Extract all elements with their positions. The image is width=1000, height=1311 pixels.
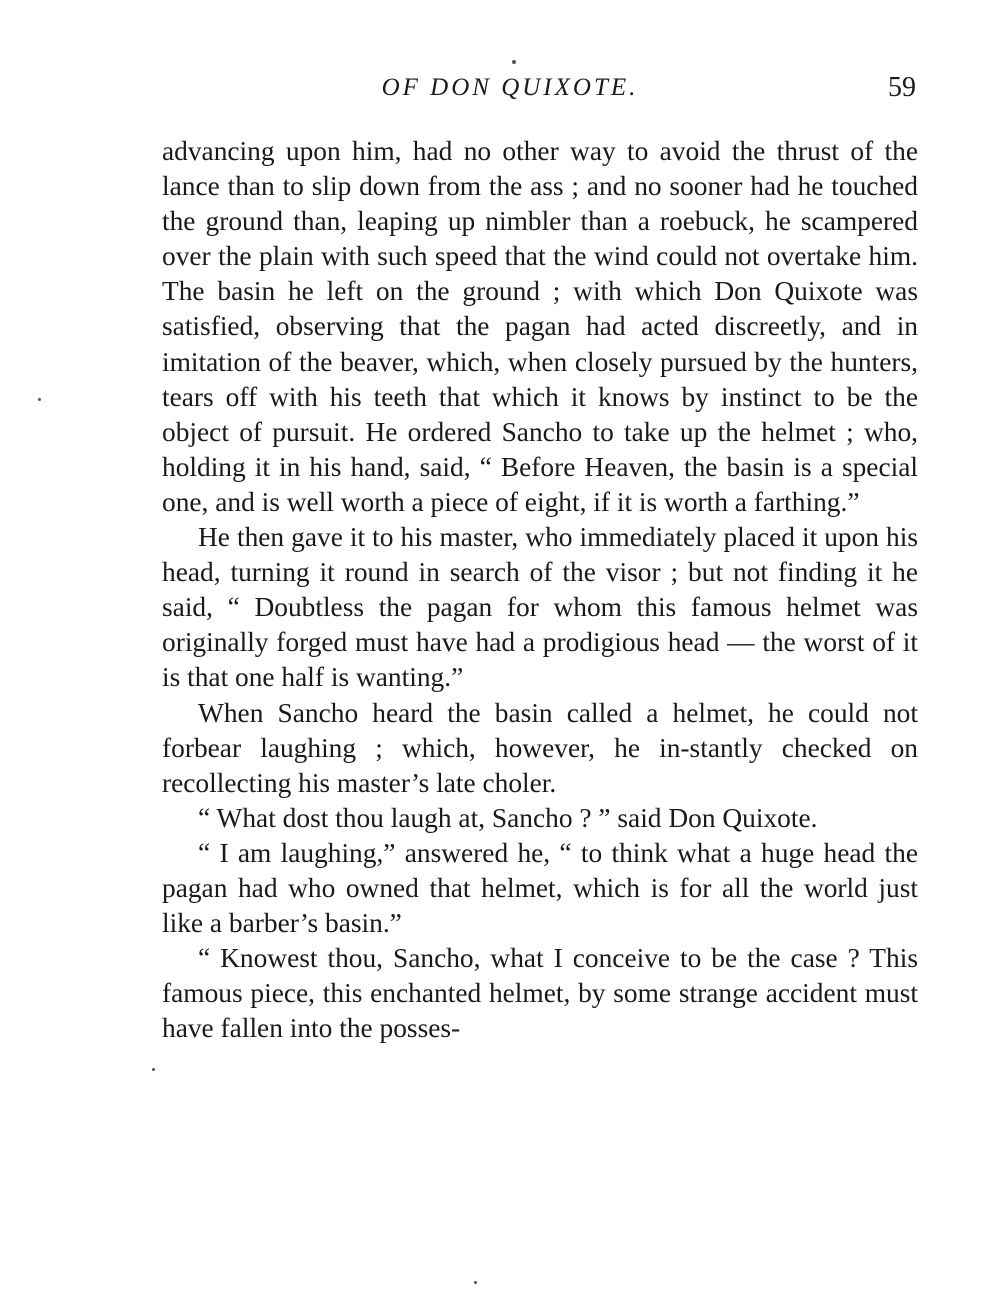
print-speck xyxy=(512,60,516,64)
page-number: 59 xyxy=(888,72,916,103)
paragraph: “ What dost thou laugh at, Sancho ? ” said Don Quixote. xyxy=(198,802,818,833)
running-head xyxy=(160,72,920,108)
paragraph-continued: advancing upon him, had no other way to avoid the thrust of the lance than to slip down from the ass ; and no sooner had he touched the ground than, leaping up nimbler than a roebuck, he scampered over the plain with such speed that the wind could not overtake him. The basin he left on the ground ; with which Don Quixote was satisfied, observing that the pagan had acted discreetly, and in imitation of the beaver, which, when closely pursued by the hunters, tears off with his teeth that which it knows by instinct to be the object of pursuit. He ordered Sancho to take up the helmet ; who, holding it in his hand, said, “ Before Heaven, the basin is a special one, and is well worth a piece of eight, if it is worth a farthing.” xyxy=(162,136,918,517)
print-speck xyxy=(152,1068,155,1071)
print-speck xyxy=(38,398,41,401)
paragraph: When Sancho heard the basin called a helmet, he could not forbear laughing ; which, however, he in-stantly checked on recollecting his master’s late choler. xyxy=(162,697,918,798)
paragraph: He then gave it to his master, who immediately placed it upon his head, turning it round in search of the visor ; but not finding it he said, “ Doubtless the pagan for whom this famous helmet was originally forged must have had a prodigious head — the worst of it is that one half is wanting.” xyxy=(162,522,918,693)
paragraph: “ I am laughing,” answered he, “ to think what a huge head the pagan had who owned that helmet, which is for all the world just like a barber’s basin.” xyxy=(162,837,918,939)
body-text xyxy=(162,134,918,1046)
running-title: OF DON QUIXOTE. xyxy=(381,74,639,101)
print-speck xyxy=(474,1281,477,1284)
paragraph: “ Knowest thou, Sancho, what I conceive to be the case ? This famous piece, this enchanted helmet, by some strange accident must have fallen into the posses- xyxy=(162,943,918,1044)
